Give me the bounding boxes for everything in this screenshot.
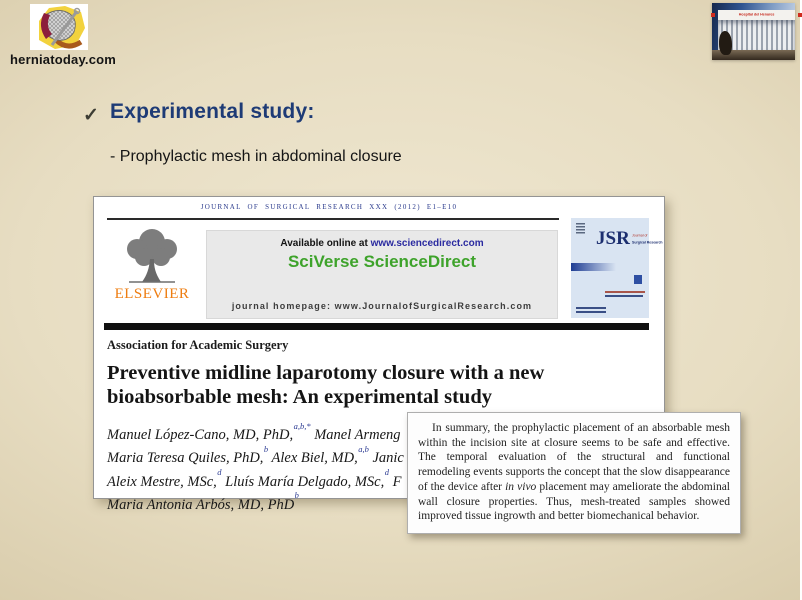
checkmark-icon: ✓	[83, 105, 99, 126]
article-authors	[107, 421, 404, 514]
cover-blue-square	[634, 275, 642, 284]
author-line: Maria Teresa Quiles, PhD,$^b$ Alex Biel, MD,$^{a,b}$ Janic	[107, 443, 404, 467]
sciencedirect-link[interactable]: www.sciencedirect.com	[370, 238, 484, 249]
jsr-journal-cover	[571, 218, 663, 318]
sign-red-square	[711, 13, 715, 17]
photo-rock	[719, 31, 731, 55]
journal-reference-line: JOURNAL OF SURGICAL RESEARCH XXX (2012) E1–E10	[200, 203, 458, 211]
site-label: herniatoday.com	[10, 52, 117, 67]
sciverse-wordmark: SciVerse ScienceDirect	[287, 252, 477, 271]
author-line: Manuel López-Cano, MD, PhD,$^{a,b,*}$ Manel Armeng	[107, 420, 401, 443]
hospital-sign-text: Hospital del Henares	[738, 12, 775, 17]
article-title-line1: Preventive midline laparotomy closure with a new	[107, 362, 545, 384]
article-divider-bar	[104, 323, 649, 330]
sciencedirect-banner	[206, 230, 558, 319]
jsr-initials: JSR	[596, 228, 630, 249]
summary-text: In summary, the prophylactic placement of an absorbable mesh within the incision site at closure seems to be safe and effective. The temporal evaluation of the structural and functional remodeling events supports the concept that the slow disappearance of the device after in vivo placement may ameliorate the abdominal wall closure properties. Thus, mesh-treated samples showed improved tissue ingrowth and better biomechanical behavior.	[418, 422, 730, 523]
cover-stamp-icon	[576, 223, 585, 234]
herniatoday-logo[interactable]	[10, 4, 120, 67]
available-online-line	[207, 238, 557, 249]
cover-fineprint-bottom	[576, 307, 606, 315]
available-online-prefix: Available online at	[280, 238, 371, 249]
hernia-mesh-icon	[30, 4, 88, 50]
journal-homepage-link[interactable]: journal homepage: www.JournalofSurgicalResearch.com	[231, 301, 533, 311]
jsr-subtitle-line2: Surgical Research	[631, 240, 663, 245]
article-title-line2: bioabsorbable mesh: An experimental study	[107, 386, 492, 408]
author-line: Maria Antonia Arbós, MD, PhD$^b$	[107, 490, 299, 513]
slide-subheading: - Prophylactic mesh in abdominal closure	[110, 148, 402, 165]
elsevier-tree-icon	[119, 225, 185, 285]
hospital-sign	[718, 10, 795, 20]
jsr-subtitle-line1: Journal of	[631, 233, 648, 238]
article-section-label: Association for Academic Surgery	[107, 338, 289, 352]
header-rule	[107, 218, 559, 220]
slide-heading: Experimental study:	[110, 100, 315, 123]
hospital-photo	[712, 3, 795, 60]
cover-fineprint-bars	[605, 291, 645, 297]
cover-gradient-band	[571, 263, 616, 271]
summary-overlay-box	[407, 412, 741, 534]
elsevier-logo	[102, 225, 202, 321]
jsr-subtitle	[632, 232, 693, 246]
author-line: Aleix Mestre, MSc,$^d$ Lluís María Delgado, MSc,$^d$ F	[107, 467, 402, 490]
elsevier-wordmark: ELSEVIER	[114, 286, 190, 302]
sign-red-square	[798, 13, 802, 17]
article-title	[107, 361, 544, 409]
